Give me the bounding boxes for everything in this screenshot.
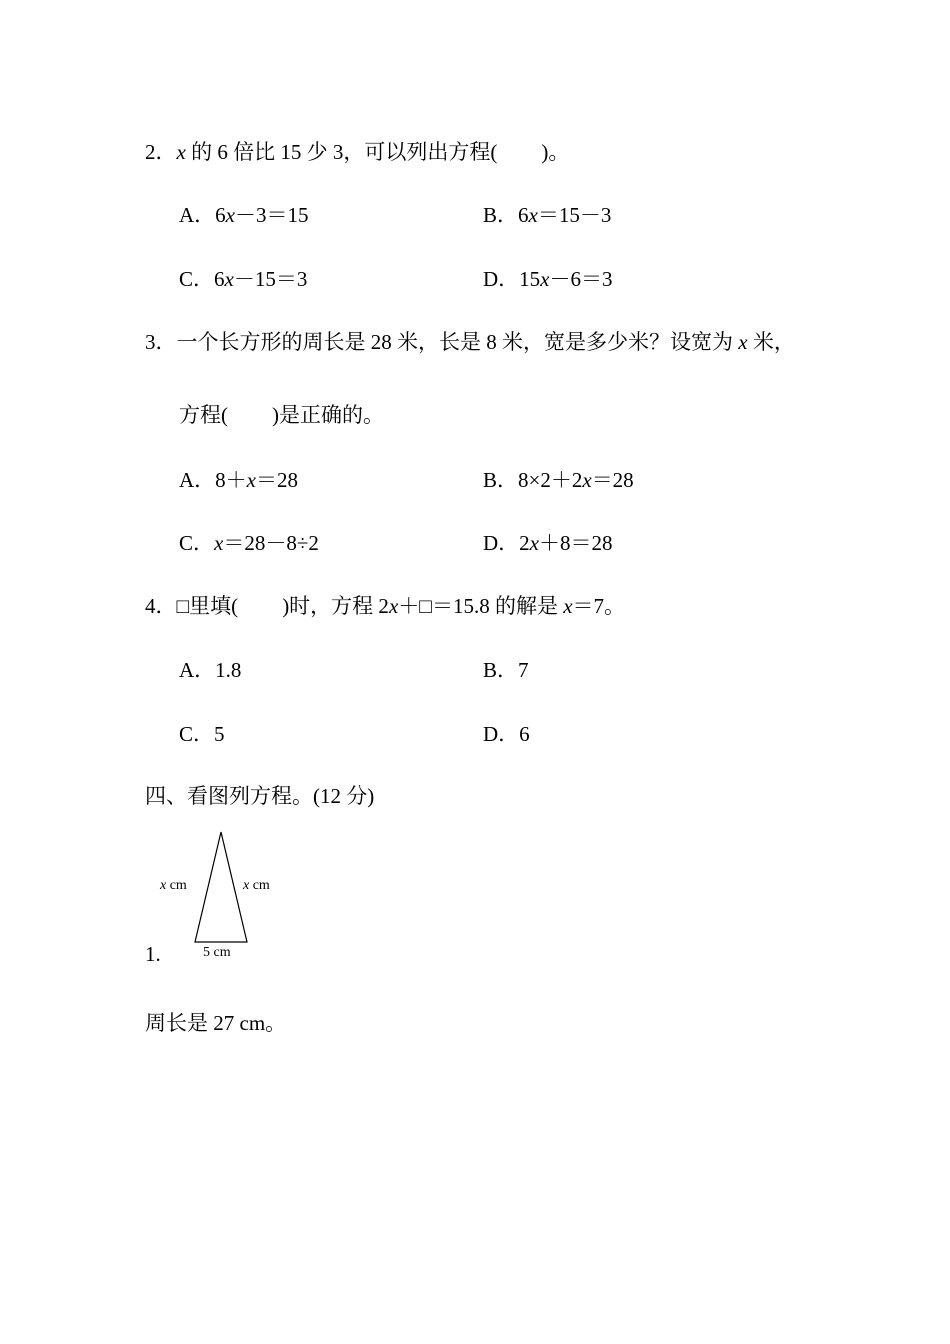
option-label: A． — [179, 468, 216, 492]
variable-x: x — [738, 330, 748, 354]
q3-option-c[interactable] — [179, 529, 319, 557]
question-text: 周长是 27 cm。 — [145, 1011, 287, 1035]
option-text: ＝28 — [591, 468, 634, 492]
option-text: ＝15－3 — [537, 203, 612, 227]
variable-x: x — [528, 203, 538, 227]
q2-option-c[interactable] — [179, 265, 307, 293]
q4-option-a[interactable] — [179, 656, 241, 684]
stem-text: )是正确的。 — [272, 403, 384, 427]
stem-text: )。 — [541, 140, 570, 164]
option-text: 6 — [518, 203, 529, 227]
option-text: ＋8＝28 — [539, 531, 613, 555]
option-text: －15＝3 — [233, 267, 308, 291]
stem-text: 米， — [747, 330, 795, 354]
question-3-stem — [145, 328, 795, 356]
triangle-base-label: 5 cm — [203, 945, 231, 960]
question-4-stem — [145, 592, 625, 620]
section-title: 四、看图列方程。(12 分) — [145, 784, 375, 808]
question-number: 2． — [145, 140, 177, 164]
q2-option-b[interactable] — [483, 201, 611, 229]
unit-text: cm — [166, 878, 187, 893]
question-number: 1. — [145, 942, 161, 966]
option-text: 1.8 — [215, 658, 242, 682]
option-label: C． — [179, 267, 215, 291]
option-label: B． — [483, 658, 519, 682]
q4-option-b[interactable] — [483, 656, 529, 684]
variable-x: x — [214, 531, 224, 555]
stem-text: 的 6 倍比 15 少 3，可以列出方程( — [185, 140, 498, 164]
variable-x: x — [224, 267, 234, 291]
q3-option-a[interactable] — [179, 466, 298, 494]
option-text: 7 — [518, 658, 529, 682]
option-text: －3＝15 — [235, 203, 309, 227]
option-text: 2 — [519, 531, 530, 555]
stem-text: 方程( — [179, 403, 228, 427]
variable-x: x — [246, 468, 256, 492]
variable-x: x — [160, 878, 167, 893]
question-2-stem — [145, 138, 569, 166]
q2-option-a[interactable] — [179, 201, 309, 229]
stem-text: 一个长方形的周长是 28 米，长是 8 米，宽是多少米？设宽为 — [176, 330, 739, 354]
question-number: 3． — [145, 330, 177, 354]
option-label: D． — [483, 531, 520, 555]
question-number: 4． — [145, 594, 177, 618]
option-text: ＝28－8÷2 — [223, 531, 319, 555]
option-label: A． — [179, 658, 216, 682]
stem-text: □里填( — [176, 594, 239, 618]
variable-x: x — [529, 531, 539, 555]
option-text: 6 — [214, 267, 225, 291]
option-label: A． — [179, 203, 216, 227]
option-text: 5 — [214, 722, 225, 746]
option-label: B． — [483, 203, 519, 227]
q3-option-b[interactable] — [483, 466, 634, 494]
stem-text: ＝7。 — [572, 594, 626, 618]
option-text: ＝28 — [256, 468, 298, 492]
variable-x: x — [243, 878, 250, 893]
unit-text: cm — [249, 878, 270, 893]
variable-x: x — [176, 140, 186, 164]
q4-option-c[interactable] — [179, 720, 225, 748]
option-text: －6＝3 — [549, 267, 613, 291]
variable-x: x — [540, 267, 550, 291]
triangle-left-side-label — [160, 878, 187, 894]
option-text: 15 — [519, 267, 541, 291]
option-text: 8＋ — [215, 468, 247, 492]
option-label: D． — [483, 267, 520, 291]
variable-x: x — [563, 594, 573, 618]
option-label: D． — [483, 722, 520, 746]
variable-x: x — [582, 468, 592, 492]
stem-text: ＋□＝15.8 的解是 — [398, 594, 564, 618]
variable-x: x — [225, 203, 235, 227]
option-label: C． — [179, 722, 215, 746]
question-3-stem-line2 — [179, 401, 384, 429]
triangle-right-side-label — [243, 878, 270, 894]
option-text: 6 — [519, 722, 530, 746]
q4-option-d[interactable] — [483, 720, 530, 748]
triangle-shape — [195, 832, 250, 942]
option-label: C． — [179, 531, 215, 555]
stem-text: )时，方程 2 — [282, 594, 389, 618]
q2-option-d[interactable] — [483, 265, 613, 293]
option-label: B． — [483, 468, 519, 492]
q3-option-d[interactable] — [483, 529, 613, 557]
option-text: 8×2＋2 — [518, 468, 583, 492]
option-text: 6 — [215, 203, 226, 227]
variable-x: x — [388, 594, 399, 618]
